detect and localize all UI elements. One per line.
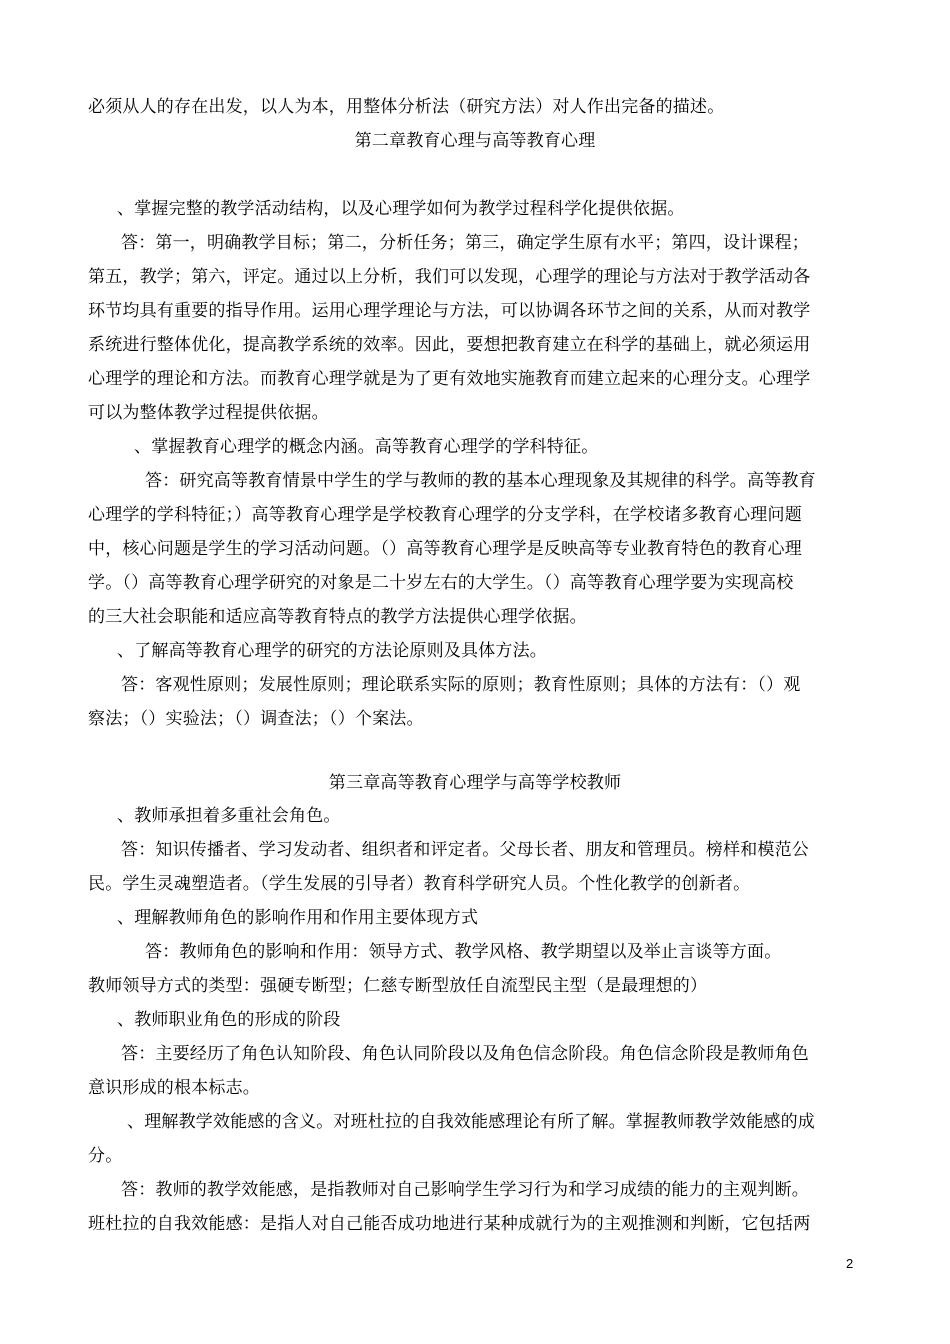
text-line: 分。 bbox=[88, 1146, 123, 1166]
text-line: 必须从人的存在出发，以人为本，用整体分析法（研究方法）对人作出完备的描述。 bbox=[88, 97, 725, 117]
text-line: 的三大社会职能和适应高等教育特点的教学方法提供心理学依据。 bbox=[88, 607, 587, 627]
text-line: 察法；（）实验法；（）调查法；（）个案法。 bbox=[88, 709, 424, 729]
answer-line: 答：教师角色的影响和作用：领导方式、教学风格、教学期望以及举止言谈等方面。 bbox=[145, 942, 782, 962]
question-line: 、教师职业角色的形成的阶段 bbox=[117, 1010, 341, 1030]
text-line: 可以为整体教学过程提供依据。 bbox=[88, 403, 329, 423]
question-line: 、理解教学效能感的含义。对班杜拉的自我效能感理论有所了解。掌握教师教学效能感的成 bbox=[127, 1112, 815, 1132]
text-line: 系统进行整体优化，提高教学系统的效率。因此，要想把教育建立在科学的基础上，就必须运用 bbox=[88, 335, 811, 355]
question-line: 、了解高等教育心理学的研究的方法论原则及具体方法。 bbox=[117, 641, 547, 661]
text-line: 教师领导方式的类型：强硬专断型；仁慈专断型放任自流型民主型（是最理想的） bbox=[88, 976, 708, 996]
chapter-heading: 第三章高等教育心理学与高等学校教师 bbox=[328, 773, 622, 793]
text-line: 环节均具有重要的指导作用。运用心理学理论与方法，可以协调各环节之间的关系，从而对教学 bbox=[88, 301, 811, 321]
answer-line: 答：主要经历了角色认知阶段、角色认同阶段以及角色信念阶段。角色信念阶段是教师角色 bbox=[121, 1044, 809, 1064]
answer-line: 答：客观性原则；发展性原则；理论联系实际的原则；教育性原则；具体的方法有：（）观 bbox=[121, 675, 801, 695]
page-number: 2 bbox=[846, 1256, 854, 1271]
text-line: 民。学生灵魂塑造者。（学生发展的引导者）教育科学研究人员。个性化教学的创新者。 bbox=[88, 874, 751, 894]
answer-line: 答：研究高等教育情景中学生的学与教师的教的基本心理现象及其规律的科学。高等教育 bbox=[145, 471, 816, 491]
answer-line: 答：第一，明确教学目标；第二，分析任务；第三，确定学生原有水平；第四，设计课程； bbox=[121, 233, 809, 253]
question-line: 、理解教师角色的影响作用和作用主要体现方式 bbox=[117, 908, 479, 928]
text-line: 心理学的理论和方法。而教育心理学就是为了更有效地实施教育而建立起来的心理分支。心理学 bbox=[88, 369, 811, 389]
text-line: 中，核心问题是学生的学习活动问题。（）高等教育心理学是反映高等专业教育特色的教育心理 bbox=[88, 539, 802, 559]
answer-line: 答：教师的教学效能感，是指教师对自己影响学生学习行为和学习成绩的能力的主观判断。 bbox=[121, 1180, 809, 1200]
question-line: 、教师承担着多重社会角色。 bbox=[117, 806, 341, 826]
question-line: 、掌握教育心理学的概念内涵。高等教育心理学的学科特征。 bbox=[134, 437, 599, 457]
text-line: 班杜拉的自我效能感：是指人对自己能否成功地进行某种成就行为的主观推测和判断，它包括两 bbox=[88, 1214, 811, 1234]
chapter-heading: 第二章教育心理与高等教育心理 bbox=[354, 131, 596, 151]
text-line: 意识形成的根本标志。 bbox=[88, 1078, 260, 1098]
text-line: 心理学的学科特征；）高等教育心理学是学校教育心理学的分支学科，在学校诸多教育心理问题 bbox=[88, 505, 802, 525]
question-line: 、掌握完整的教学活动结构，以及心理学如何为教学过程科学化提供依据。 bbox=[117, 199, 685, 219]
text-line: 学。（）高等教育心理学研究的对象是二十岁左右的大学生。（）高等教育心理学要为实现高校 bbox=[88, 573, 794, 593]
text-line: 第五，教学；第六，评定。通过以上分析，我们可以发现，心理学的理论与方法对于教学活动各 bbox=[88, 267, 811, 287]
answer-line: 答：知识传播者、学习发动者、组织者和评定者。父母长者、朋友和管理员。榜样和模范公 bbox=[121, 840, 809, 860]
